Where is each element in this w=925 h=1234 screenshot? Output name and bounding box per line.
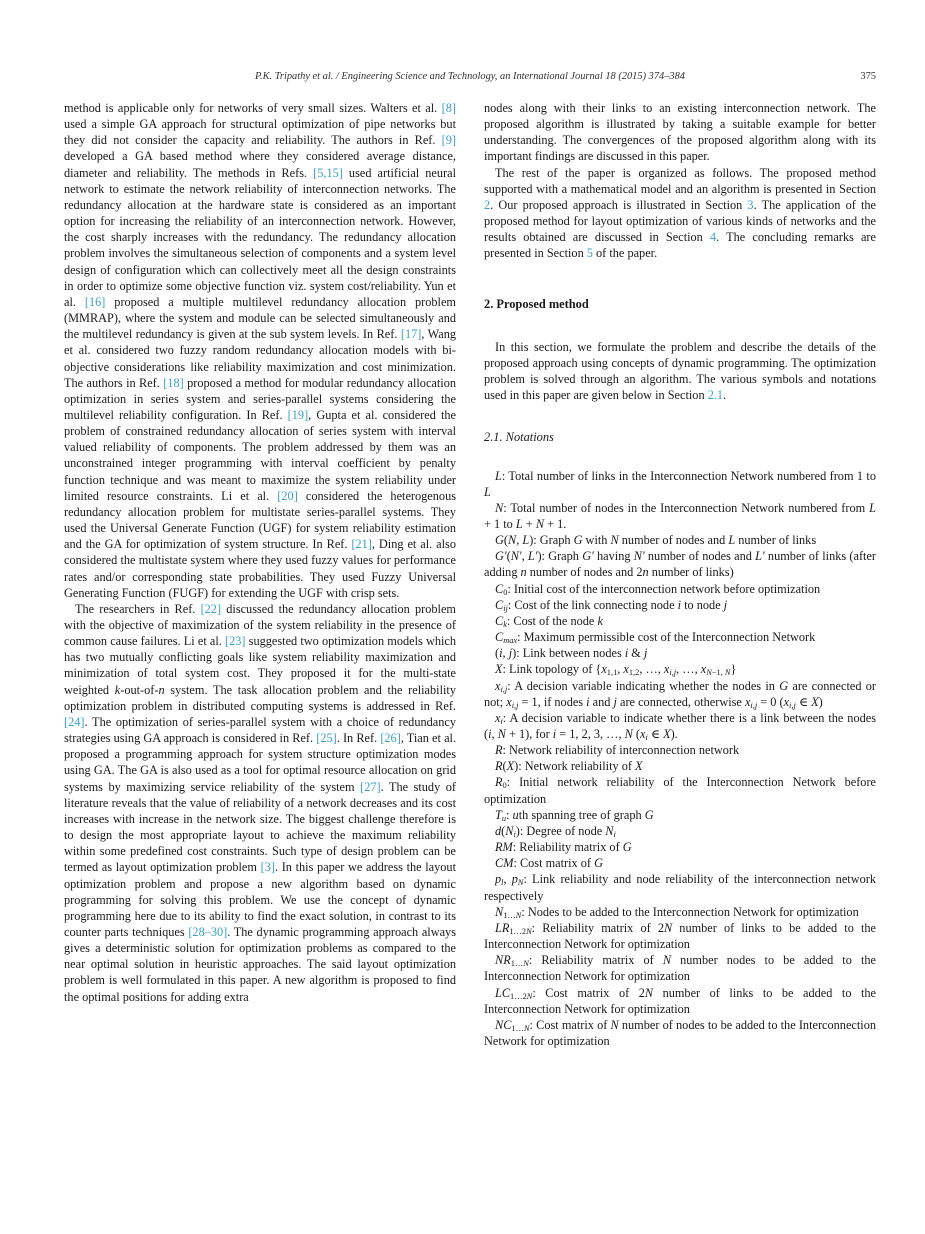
citation-link[interactable]: [16]	[84, 294, 106, 309]
citation-link[interactable]: [26]	[380, 731, 401, 746]
notation-item: $NC_{1\dots N}$: Cost matrix of N number of nodes to be added to the Interconnection Network for optimization	[484, 1017, 876, 1048]
running-head	[64, 71, 876, 82]
citation-link[interactable]: 4	[709, 230, 717, 245]
notation-item: $p_l$, $p_N$: Link reliability and node reliability of the interconnection network respectively	[484, 872, 876, 903]
notation-item: (i, j): Link between nodes i & j	[495, 646, 648, 661]
citation-link[interactable]: [24]	[64, 714, 85, 729]
notation-item: G(N, L): Graph G with N number of nodes and L number of links	[495, 533, 817, 548]
paragraph-paper-organization: The rest of the paper is organized as follows. The proposed method supported with a mathematical model and an algorithm is presented in Section 2. Our proposed approach is illustrated in Section 3. The application of the proposed method for layout optimization of various kinds of networks and the results obtained are discussed in Section 4. The concluding remarks are presented in Section 5 of the paper.	[484, 165, 876, 261]
journal-citation: P.K. Tripathy et al. / Engineering Science and Technology, an International Journal 18 (2015) 374–384	[254, 71, 686, 82]
citation-link[interactable]: [22]	[200, 601, 222, 616]
notation-item: $x_i$: A decision variable to indicate whether there is a link between the nodes (i, N + 1), for i = 1, 2, 3, …, N ($x_i$ ∈ X).	[484, 710, 876, 743]
citation-link[interactable]: [5,15]	[313, 165, 343, 180]
citation-link[interactable]: 2	[484, 197, 491, 212]
citation-link[interactable]: [19]	[287, 407, 309, 422]
paragraph-literature-review: method is applicable only for networks of very small sizes. Walters et al. [8] used a simple GA approach for structural optimization of pipe networks but they did not consider the capacity and reliability. The authors in Ref. [9] developed a GA based method where they considered average distance, diameter and reliability. The methods in Refs. [5,15] used artificial neural network to estimate the network reliability of interconnection networks. The redundancy allocation at the hardware state is considered as an important option for increasing the reliability of an interconnection network. However, the cost sharply increases with the redundancy. The redundancy allocation problem involves the simultaneous selection of components and a system level design of configuration which can collectively meet all the design constraints in order to optimize some objective function viz. system cost/reliability. Yun et al. [16] proposed a multiple multilevel redundancy allocation problem (MMRAP), where the system and module can be selected simultaneously and the multilevel redundancy is given at the sub system levels. In Ref. [17], Wang et al. considered two fuzzy random redundancy allocation models with bi-objective considerations like reliability maximization and cost minimization. The authors in Ref. [18] proposed a method for modular redundancy allocation optimization in series system and series-parallel systems considering the multilevel reliability configuration. In Ref. [19], Gupta et al. considered the problem of constrained redundancy allocation of series system with interval valued reliability of components. The problem addressed by them was an unconstrained integer programming with interval coefficient by penalty function technique and was meant to maximize the system reliability under limited resource constraints. Li et al. [20] considered the heterogenous redundancy allocation problem for multistate series-parallel systems. They used the Universal Generate Function (UGF) for system reliability estimation and the GA for optimization of system structure. In Ref. [21], Ding et al. also considered the multistate system where they used fuzzy values for performance rates and/or corresponding state probabilities. They used Fuzzy Universal Generating Function (FUGF) for extending the UGF with crisp sets.	[64, 101, 457, 600]
notation-list	[484, 468, 876, 1050]
notation-item: $d(N_i)$: Degree of node $N_i$	[495, 823, 616, 840]
notation-item: $N_{1\dots N}$: Nodes to be added to the Interconnection Network for optimization	[495, 904, 859, 920]
citation-link[interactable]: [17]	[400, 327, 422, 342]
left-column	[64, 100, 456, 1049]
paragraph-problem-motivation: The researchers in Ref. [22] discussed the redundancy allocation problem with the objective of maximization of the system reliability in the presence of common cause failures. Li et al. [23] suggested two optimization models which has two mutually conflicting goals like system reliability maximization and minimization of total system cost. They proposed it for the multi-state weighted k-out-of-n system. The task allocation problem and the reliability optimization problem in distributed computing systems is addressed in Ref. [24]. The optimization of series-parallel system with a choice of redundancy strategies using GA approach is considered in Ref. [25]. In Ref. [26], Tian et al. proposed a programming approach for system structure optimization modes using GA. The GA is also used as a tool for optimal resource allocation on grid systems by maximizing service reliability of the system [27]. The study of literature reveals that the value of reliability of a network decreases and its cost increases with increase in the network size. The biggest challenge therefore is to design the most appropriate layout to achieve the maximum reliability within some predefined cost constraints. Such type of design problem can be termed as layout optimization problem [3]. In this paper we address the layout optimization problem and propose a new algorithm based on dynamic programming for solving this problem. We use the concept of dynamic programming here due to its ability to find the exact solution, in contrast to its counter parts techniques [28–30]. The dynamic programming approach always gives a deterministic solution for optimization problems as compared to the near optimal solution in heuristic approaches. The said layout optimization problem is well formulated in this paper. A new algorithm is proposed to find the optimal positions for adding extra	[64, 601, 457, 1004]
notation-item: $LR_{1\dots 2N}$: Reliability matrix of 2N number of links to be added to the Interconnection Network for optimization	[484, 920, 876, 952]
notation-item: G′(N′, L′): Graph G′ having N′ number of nodes and L′ number of links (after adding n number of nodes and 2n number of links)	[484, 549, 877, 580]
citation-link[interactable]: [23]	[225, 634, 246, 649]
notation-item: RM: Reliability matrix of G	[495, 840, 632, 855]
notation-item: $NR_{1\dots N}$: Reliability matrix of N number nodes to be added to the Interconnection Network for optimization	[484, 953, 876, 984]
citation-link[interactable]: 5	[586, 246, 593, 261]
citation-link[interactable]: [3]	[260, 860, 275, 875]
notation-item: $C_k$: Cost of the node k	[495, 613, 603, 629]
citation-link[interactable]: [25]	[316, 731, 337, 746]
notation-item: $C_{ij}$: Cost of the link connecting node i to node j	[495, 597, 728, 613]
notation-item: N: Total number of nodes in the Interconnection Network numbered from L + 1 to L + N + 1.	[484, 500, 876, 531]
citation-link[interactable]: [18]	[163, 375, 184, 390]
citation-link[interactable]: [20]	[277, 488, 298, 503]
citation-link[interactable]: [27]	[360, 779, 381, 794]
paragraph-intro-continuation: nodes along with their links to an existing interconnection network. The proposed algorithm is illustrated by taking a suitable example for better understanding. The convergences of the proposed algorithm along with its important findings are discussed in this paper.	[484, 101, 876, 164]
two-column-body	[64, 100, 876, 1049]
subsection-heading-notations: 2.1. Notations	[484, 430, 554, 445]
notation-item: $C_{max}$: Maximum permissible cost of the Interconnection Network	[495, 630, 816, 646]
citation-link[interactable]: [21]	[351, 537, 372, 552]
citation-link[interactable]: [9]	[441, 133, 456, 148]
notation-item: $R_0$: Initial network reliability of the Interconnection Network before optimization	[484, 775, 876, 806]
citation-link[interactable]: [8]	[441, 101, 456, 115]
notation-item: $x_{i,j}$: A decision variable indicating whether the nodes in G are connected or not; $x_{i,j} = 1$, if nodes i and j are connected, otherwise $x_{i,j} = 0$ ($x_{i,j}$ ∈ X)	[484, 678, 876, 710]
citation-link[interactable]: 2.1	[707, 388, 724, 403]
citation-link[interactable]: [28–30]	[188, 924, 228, 939]
section-heading-proposed-method: 2. Proposed method	[484, 296, 589, 311]
notation-item: R: Network reliability of interconnection network	[495, 743, 740, 758]
page-number: 375	[860, 71, 876, 82]
notation-item: $C_0$: Initial cost of the interconnection network before optimization	[495, 581, 821, 597]
notation-item: X: Link topology of {$x_{1,1}$, $x_{1,2}$, …, $x_{i,j}$, …, $x_{N-1, N}$}	[495, 662, 737, 678]
notation-item: CM: Cost matrix of G	[495, 856, 603, 871]
citation-link[interactable]: 3	[747, 197, 754, 212]
notation-item: $LC_{1\dots 2N}$: Cost matrix of 2N number of links to be added to the Interconnection Network for optimization	[484, 985, 876, 1016]
notation-item: L: Total number of links in the Interconnection Network numbered from 1 to L	[484, 468, 876, 499]
paragraph-method-overview: In this section, we formulate the problem and describe the details of the proposed approach using concepts of dynamic programming. The optimization problem is solved through an algorithm. The various symbols and notations used in this paper are given below in Section 2.1.	[484, 339, 876, 403]
notation-item: R(X): Network reliability of X	[495, 759, 643, 774]
notation-item: $T_u$: uth spanning tree of graph G	[495, 807, 654, 823]
right-column	[484, 100, 876, 1049]
